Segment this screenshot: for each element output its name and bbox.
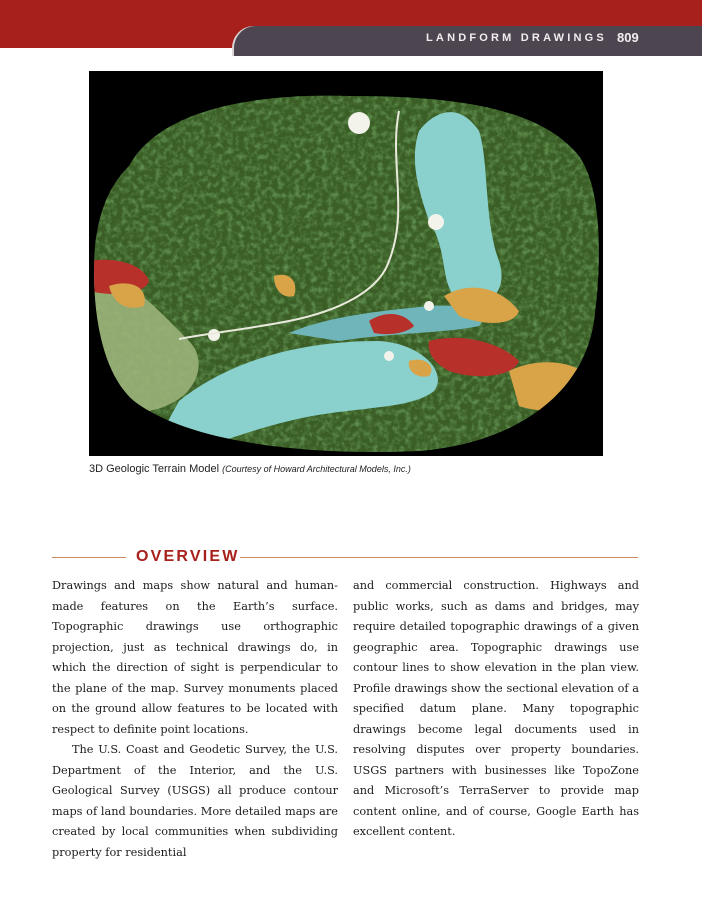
body-column-left xyxy=(52,576,338,863)
paragraph: and commercial construction. Highways and public works, such as dams and bridges, may require detailed topographic drawings of a given geographic area. Topographic drawings use contour lines to show elevation in the plan view. Profile drawings show the sectional elevation of a specified datum plane. Many topographic drawings become legal documents used in resolving disputes over property boundaries. USGS partners with businesses like TopoZone and Microsoft’s TerraServer to provide map content online, and of course, Google Earth has excellent content. xyxy=(353,579,639,838)
running-head: LANDFORM DRAWINGS xyxy=(426,32,607,44)
paragraph: Drawings and maps show natural and human-made features on the Earth’s surface. Topographic drawings use orthographic projection, just as technical drawings do, in which the direction of sight is perpendicular to the plane of the map. Survey monuments placed on the ground allow features to be located with respect to definite point locations. xyxy=(52,579,338,736)
terrain-model-photo xyxy=(89,71,603,456)
body-column-right xyxy=(353,576,639,843)
paragraph: The U.S. Coast and Geodetic Survey, the U.S. Department of the Interior, and the U.S. Geological Survey (USGS) all produce contour maps of land boundaries. More detailed maps are created by local communities when subdividing property for residential xyxy=(52,743,338,859)
heading-rule-right xyxy=(240,557,638,558)
heading-rule-left xyxy=(52,557,126,558)
caption-title: 3D Geologic Terrain Model xyxy=(89,463,220,475)
figure-caption xyxy=(89,463,411,475)
section-heading: OVERVIEW xyxy=(136,548,240,565)
page-number: 809 xyxy=(617,30,639,45)
caption-credit: (Courtesy of Howard Architectural Models, Inc.) xyxy=(222,464,411,474)
